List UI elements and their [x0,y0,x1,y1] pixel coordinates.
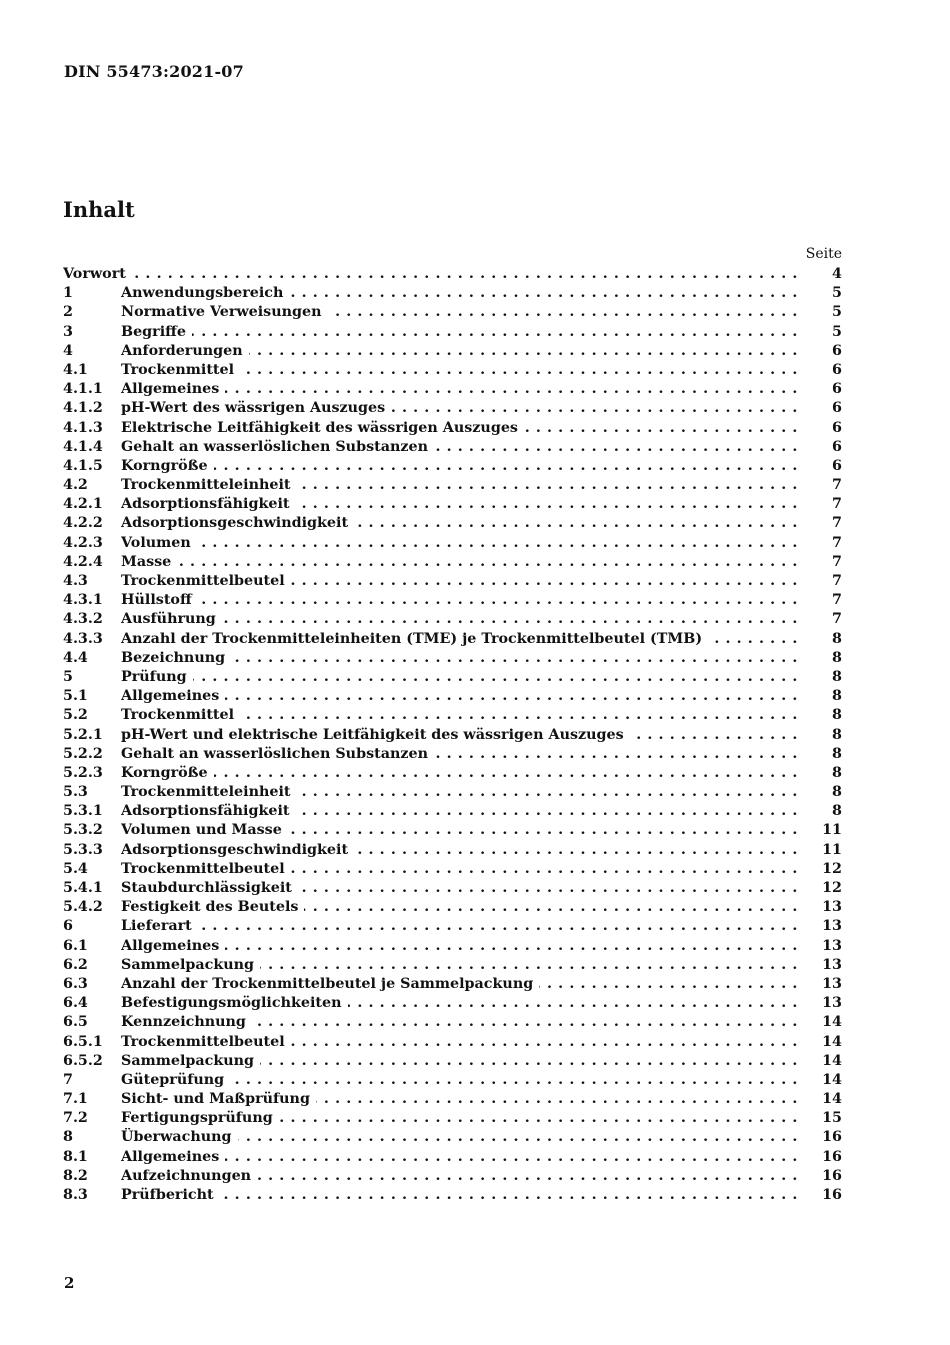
toc-entry[interactable] [63,821,842,840]
toc-entry[interactable] [63,783,842,802]
toc-entry[interactable] [63,1167,842,1186]
toc-entry-page: 8 [832,726,842,743]
toc-entry-page: 5 [832,304,842,321]
toc-entry-page: 8 [832,649,842,666]
toc-entry[interactable] [63,1186,842,1205]
toc-entry-page: 6 [832,342,842,359]
toc-entry-title: Sammelpackung [121,957,260,973]
toc-entry-title: Sammelpackung [121,1053,260,1069]
toc-entry-title: Masse [121,554,177,570]
toc-entry-title: pH-Wert des wässrigen Auszuges [121,400,391,416]
toc-entry-title: pH-Wert und elektrische Leitfähigkeit des wässrigen Auszuges [121,727,630,743]
toc-entry[interactable] [63,860,842,879]
toc-entry-title: Prüfbericht [121,1187,220,1203]
toc-entry[interactable] [63,994,842,1013]
toc-entry[interactable] [63,303,842,322]
toc-entry-page: 8 [832,688,842,705]
toc-heading: Inhalt [63,197,135,222]
toc-entry[interactable] [63,706,842,725]
toc-entry-title: Volumen [121,535,197,551]
toc-entry-number: 8.1 [63,1148,88,1165]
toc-entry-title: Trockenmittel [121,707,240,723]
toc-entry-title: Korngröße [121,765,214,781]
toc-entry-title: Trockenmitteleinheit [121,784,297,800]
toc-entry-number: 6.4 [63,995,88,1012]
toc-entry-page: 7 [832,573,842,589]
toc-entry[interactable] [63,284,842,303]
toc-entry-title: Adsorptionsfähigkeit [121,803,296,819]
toc-entry-page: 6 [832,400,842,417]
toc-entry-number: 5.4 [63,860,88,877]
toc-entry-title: Adsorptionsgeschwindigkeit [121,515,354,531]
toc-entry-title: Sicht- und Maßprüfung [121,1091,316,1107]
toc-entry-page: 6 [832,419,842,436]
toc-entry[interactable] [63,438,842,457]
toc-entry-page: 6 [832,457,842,474]
toc-entry-page: 12 [822,880,842,896]
toc-entry-number: 4.2.4 [63,553,103,570]
toc-entry-number: 6.1 [63,937,88,954]
toc-entry-page: 13 [822,995,842,1012]
toc-entry-page: 7 [832,496,842,513]
toc-entry-page: 7 [832,534,842,551]
toc-entry-number: 6.5.2 [63,1052,103,1069]
toc-entry-title: Allgemeines [121,688,225,704]
toc-entry-page: 16 [822,1129,842,1146]
toc-entry-page: 5 [832,285,842,302]
toc-entry-number: 6 [63,918,73,935]
toc-entry-page: 16 [822,1167,842,1184]
toc-entry-title: Anwendungsbereich [121,285,289,301]
toc-entry-page: 14 [822,1091,842,1108]
toc-entry-number: 5.4.2 [63,899,103,916]
toc-entry[interactable] [63,1033,842,1052]
toc-entry-title: Anforderungen [121,343,249,359]
toc-entry-number: 5.1 [63,688,88,705]
page-number: 2 [64,1274,75,1292]
toc-entry-page: 8 [832,784,842,801]
toc-entry[interactable] [63,764,842,783]
toc-entry-title: Allgemeines [121,381,225,397]
toc-entry[interactable] [63,514,842,533]
toc-entry-number: 5.4.1 [63,880,103,896]
toc-entry-title: Überwachung [121,1129,238,1145]
toc-entry-number: 5.3 [63,784,88,801]
toc-entry[interactable] [63,419,842,438]
toc-entry[interactable] [63,399,842,418]
toc-entry-title: Vorwort [63,266,132,282]
toc-entry-page: 13 [822,975,842,992]
toc-entry-page: 13 [822,956,842,973]
toc-entry-number: 7 [63,1071,73,1088]
toc-entry-title: Staubdurchlässigkeit [121,880,298,896]
toc-entry-title: Elektrische Leitfähigkeit des wässrigen Auszuges [121,420,524,436]
toc-entry-title: Lieferart [121,918,198,934]
toc-entry-page: 13 [822,899,842,916]
toc-entry-page: 14 [822,1052,842,1069]
toc-entry-number: 4.2 [63,477,88,494]
toc-entry-title: Trockenmittelbeutel [121,573,291,589]
toc-entry-title: Gehalt an wasserlöslichen Substanzen [121,746,434,762]
toc-entry-page: 7 [832,611,842,628]
toc-entry[interactable] [63,879,842,898]
toc-entry-page: 5 [832,323,842,340]
toc-entry-title: Trockenmittelbeutel [121,861,291,877]
toc-entry-title: Allgemeines [121,938,225,954]
toc-entry-number: 4.3 [63,573,88,589]
toc-entry[interactable] [63,745,842,764]
toc-entry[interactable] [63,649,842,668]
toc-entry-title: Bezeichnung [121,650,231,666]
toc-entry[interactable] [63,572,842,591]
toc-entry-title: Güteprüfung [121,1072,230,1088]
toc-entry-page: 12 [822,860,842,877]
toc-entry[interactable] [63,591,842,610]
toc-entry-number: 2 [63,304,73,321]
toc-entry[interactable] [63,630,842,649]
toc-entry-page: 8 [832,630,842,647]
toc-entry-title: Korngröße [121,458,214,474]
toc-entry[interactable] [63,898,842,917]
toc-entry-title: Volumen und Masse [121,822,288,838]
toc-entry-page: 4 [832,266,842,282]
toc-entry-number: 6.3 [63,975,88,992]
toc-entry-page: 8 [832,745,842,762]
toc-entry-title: Adsorptionsfähigkeit [121,496,296,512]
toc-entry-number: 8.2 [63,1167,88,1184]
toc-entry-page: 8 [832,803,842,820]
toc-entry[interactable] [63,917,842,936]
toc-entry[interactable] [63,323,842,342]
toc-entry[interactable] [63,1128,842,1147]
document-id: DIN 55473:2021-07 [64,62,244,81]
toc-entry-number: 8 [63,1129,73,1146]
toc-entry-title: Fertigungsprüfung [121,1110,279,1126]
toc-entry[interactable] [63,495,842,514]
toc-entry[interactable] [63,668,842,687]
toc-entry[interactable] [63,1148,842,1167]
toc-entry[interactable] [63,380,842,399]
toc-entry-number: 4.1.1 [63,381,103,398]
toc-entry-title: Anzahl der Trockenmittelbeutel je Sammelpackung [121,976,539,992]
toc-entry-page: 14 [822,1071,842,1088]
toc-entry[interactable] [63,476,842,495]
toc-entry-page: 7 [832,515,842,532]
toc-entry-title: Anzahl der Trockenmitteleinheiten (TME) je Trockenmittelbeutel (TMB) [121,631,708,647]
toc-entry-number: 4.3.3 [63,630,103,647]
toc-entry-number: 5.2.3 [63,764,103,781]
toc-entry-page: 7 [832,553,842,570]
toc-entry-number: 4.2.1 [63,496,103,513]
toc-entry-title: Trockenmittel [121,362,240,378]
toc-entry-number: 5.2 [63,707,88,724]
toc-entry-title: Ausführung [121,611,222,627]
toc-entry-page: 14 [822,1033,842,1050]
toc-entry-title: Adsorptionsgeschwindigkeit [121,842,354,858]
toc-entry[interactable] [63,1013,842,1032]
toc-entry-title: Trockenmitteleinheit [121,477,297,493]
toc-entry-page: 7 [832,592,842,609]
toc-entry-number: 1 [63,285,73,302]
toc-entry[interactable] [63,342,842,361]
toc-entry-title: Hüllstoff [121,592,198,608]
toc-entry-page: 16 [822,1187,842,1203]
toc-entry[interactable] [63,726,842,745]
toc-entry-page: 11 [822,841,842,858]
toc-entry-page: 8 [832,668,842,685]
toc-entry-number: 5.2.2 [63,745,103,762]
toc-entry[interactable] [63,534,842,553]
toc-entry-page: 13 [822,937,842,954]
toc-entry-number: 7.1 [63,1091,88,1108]
toc-entry-number: 3 [63,323,73,340]
toc-entry-page: 6 [832,438,842,455]
toc-entry[interactable] [63,687,842,706]
toc-entry-number: 5.3.3 [63,841,103,858]
toc-entry-number: 6.2 [63,956,88,973]
toc-entry-number: 5.3.2 [63,822,103,839]
toc-entry[interactable] [63,956,842,975]
toc-entry-number: 4.1.3 [63,419,103,436]
toc-entry[interactable] [63,975,842,994]
toc-entry-number: 6.5.1 [63,1033,103,1050]
toc-entry-number: 5 [63,668,73,685]
toc-entry-title: Kennzeichnung [121,1014,252,1030]
toc-entry-page: 16 [822,1148,842,1165]
toc-entry[interactable] [63,1071,842,1090]
toc-entry-title: Befestigungsmöglichkeiten [121,995,348,1011]
toc-entry-number: 4.3.1 [63,592,103,609]
toc-entry[interactable] [63,841,842,860]
toc-entry-number: 7.2 [63,1110,88,1127]
toc-entry-page: 13 [822,918,842,935]
toc-entry-number: 4.1.5 [63,457,103,474]
toc-entry-title: Allgemeines [121,1149,225,1165]
toc-entry[interactable] [63,361,842,380]
toc-entry[interactable] [63,1109,842,1128]
toc-entry-title: Begriffe [121,324,192,340]
toc-entry[interactable] [63,802,842,821]
toc-entry-number: 8.3 [63,1187,88,1203]
toc-entry-number: 5.3.1 [63,803,103,820]
toc-entry-page: 11 [822,822,842,839]
toc-entry-number: 4.2.3 [63,534,103,551]
toc-entry-page: 7 [832,477,842,494]
toc-entry-title: Aufzeichnungen [121,1168,257,1184]
toc-entry-number: 4 [63,342,73,359]
toc-entry-number: 4.2.2 [63,515,103,532]
toc-entry[interactable] [63,265,842,284]
toc-entry[interactable] [63,553,842,572]
toc-entry-number: 4.1.4 [63,438,103,455]
toc-entry-number: 4.1.2 [63,400,103,417]
page-column-label: Seite [805,246,842,262]
toc-entry-title: Gehalt an wasserlöslichen Substanzen [121,439,434,455]
toc-entry-title: Prüfung [121,669,193,685]
toc-entry-number: 5.2.1 [63,726,103,743]
toc-entry-page: 8 [832,707,842,724]
table-of-contents [63,265,842,1205]
toc-entry[interactable] [63,937,842,956]
toc-entry[interactable] [63,1052,842,1071]
toc-entry-page: 6 [832,361,842,378]
toc-entry-title: Trockenmittelbeutel [121,1034,291,1050]
toc-entry-page: 15 [822,1110,842,1127]
toc-entry-page: 14 [822,1014,842,1031]
toc-entry-title: Festigkeit des Beutels [121,899,304,915]
toc-entry[interactable] [63,610,842,629]
toc-entry[interactable] [63,457,842,476]
toc-entry-page: 6 [832,381,842,398]
toc-entry-number: 6.5 [63,1014,88,1031]
toc-entry-number: 4.4 [63,649,88,666]
toc-entry-page: 8 [832,764,842,781]
toc-entry[interactable] [63,1090,842,1109]
toc-entry-number: 4.3.2 [63,611,103,628]
toc-entry-title: Normative Verweisungen [121,304,328,320]
toc-entry-number: 4.1 [63,361,88,378]
